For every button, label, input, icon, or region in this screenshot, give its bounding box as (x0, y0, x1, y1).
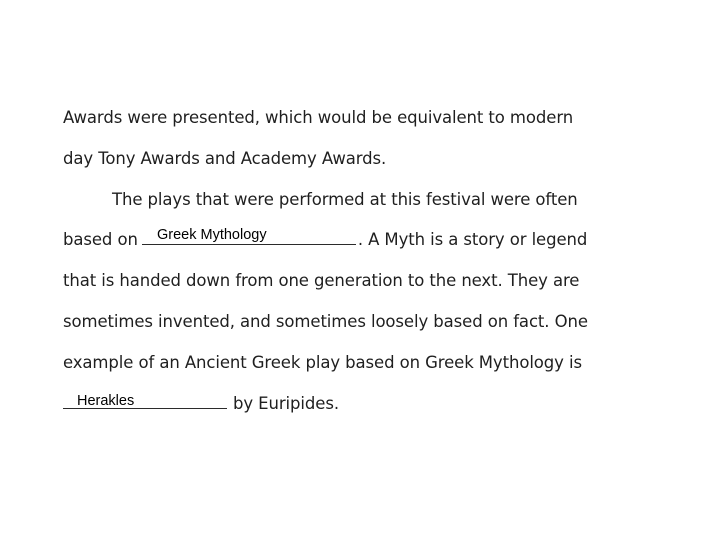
text-line-4-after: . A Myth is a story or legend (357, 230, 588, 249)
text-line-4-before: based on (63, 230, 138, 249)
text-line-5: that is handed down from one generation to the next. They are (63, 271, 580, 290)
text-line-3: The plays that were performed at this festival were often (112, 190, 578, 209)
text-line-6: sometimes invented, and sometimes loosely based on fact. One (63, 312, 588, 331)
answer-blank-1: Greek Mythology (157, 227, 267, 243)
text-line-8-after: by Euripides. (233, 394, 339, 413)
text-line-4 (63, 229, 587, 251)
answer-blank-2: Herakles (77, 393, 135, 409)
text-line-2: day Tony Awards and Academy Awards. (63, 149, 387, 168)
text-line-7: example of an Ancient Greek play based on Greek Mythology is (63, 353, 582, 372)
text-line-1: Awards were presented, which would be equivalent to modern (63, 108, 574, 127)
